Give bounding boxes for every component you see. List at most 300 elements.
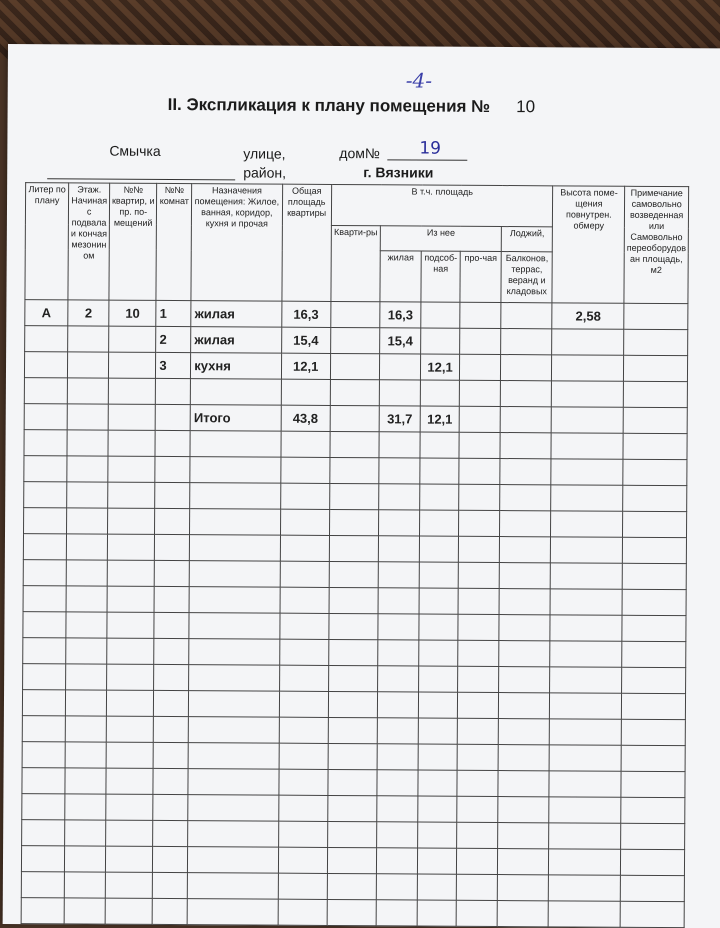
cell-apt <box>108 404 155 430</box>
empty-cell <box>499 641 551 667</box>
empty-cell <box>66 560 107 586</box>
cell-aux: 12,1 <box>420 406 459 432</box>
cell-living: 16,3 <box>380 302 421 328</box>
cell-other <box>460 328 501 354</box>
empty-cell <box>66 612 107 638</box>
empty-cell <box>456 874 497 900</box>
empty-cell <box>65 820 106 846</box>
empty-cell <box>419 666 458 692</box>
empty-cell <box>153 820 188 846</box>
empty-cell <box>279 743 328 769</box>
empty-cell <box>155 456 190 482</box>
empty-cell <box>66 534 107 560</box>
cell-floor <box>67 404 108 430</box>
title-text: II. Экспликация к плану помещения № <box>167 94 491 116</box>
empty-cell <box>106 794 153 820</box>
empty-cell <box>107 586 154 612</box>
cell-total <box>281 379 330 405</box>
header-purpose: Назначения помещения: Жилое, ванная, коридор, кухня и прочая <box>191 184 282 302</box>
empty-cell <box>24 430 67 456</box>
empty-cell <box>280 483 329 509</box>
empty-cell <box>189 561 279 588</box>
empty-cell <box>549 875 621 901</box>
header-liter: Литер по плану <box>25 183 69 300</box>
empty-cell <box>620 901 684 927</box>
cell-height <box>552 329 624 355</box>
empty-cell <box>155 560 190 586</box>
empty-cell <box>67 482 108 508</box>
house-number: 19 <box>419 138 442 159</box>
empty-cell <box>551 485 623 511</box>
cell-purpose <box>191 379 281 406</box>
empty-cell <box>105 872 152 898</box>
empty-cell <box>379 510 420 536</box>
empty-cell <box>190 483 280 510</box>
table-body <box>21 300 688 928</box>
empty-cell <box>280 509 329 535</box>
empty-cell <box>189 639 279 666</box>
empty-cell <box>377 770 418 796</box>
empty-cell <box>417 900 456 926</box>
empty-row <box>24 508 687 538</box>
empty-cell <box>498 797 550 823</box>
empty-cell <box>154 664 189 690</box>
empty-cell <box>329 509 378 535</box>
empty-cell <box>551 511 623 537</box>
header-living: жилая <box>380 251 421 302</box>
cell-aux: 12,1 <box>421 354 460 380</box>
cell-apartments <box>331 301 380 327</box>
cell-purpose: кухня <box>191 353 281 380</box>
empty-cell <box>549 823 621 849</box>
empty-cell <box>329 613 378 639</box>
cell-note <box>624 355 688 381</box>
cell-note <box>624 303 688 329</box>
empty-cell <box>456 900 497 926</box>
empty-cell <box>551 537 623 563</box>
empty-cell <box>377 692 418 718</box>
empty-cell <box>155 508 190 534</box>
empty-cell <box>23 586 66 612</box>
cell-height <box>552 355 624 381</box>
empty-cell <box>550 667 622 693</box>
empty-cell <box>154 638 189 664</box>
street-label: улице, <box>243 145 286 162</box>
empty-cell <box>623 459 687 485</box>
empty-cell <box>550 641 622 667</box>
empty-cell <box>280 535 329 561</box>
empty-cell <box>419 640 458 666</box>
empty-cell <box>458 614 499 640</box>
header-balconies: Балконов, террас, веранд и кладовых <box>501 252 553 303</box>
empty-cell <box>190 431 280 458</box>
empty-row <box>24 456 687 486</box>
empty-cell <box>457 718 498 744</box>
empty-cell <box>190 509 280 536</box>
cell-floor <box>67 378 108 404</box>
header-other: про-чая <box>460 251 501 302</box>
cell-room: 1 <box>156 300 191 326</box>
header-apartments: Кварти-ры <box>331 225 381 301</box>
cell-total: 43,8 <box>281 405 330 431</box>
empty-cell <box>190 457 280 484</box>
empty-cell <box>327 873 376 899</box>
header-note: Примечание самовольно возведенная или Самовольно переоборудов ан площадь, м2 <box>624 186 688 303</box>
cell-total: 12,1 <box>281 353 330 379</box>
empty-cell <box>419 588 458 614</box>
empty-cell <box>327 847 376 873</box>
empty-cell <box>188 795 278 822</box>
empty-cell <box>108 482 155 508</box>
empty-cell <box>23 534 66 560</box>
empty-cell <box>457 692 498 718</box>
empty-cell <box>549 771 621 797</box>
empty-cell <box>621 875 685 901</box>
empty-cell <box>417 874 456 900</box>
empty-cell <box>105 898 152 924</box>
empty-cell <box>622 615 686 641</box>
empty-row <box>22 820 685 850</box>
empty-cell <box>66 664 107 690</box>
empty-cell <box>551 459 623 485</box>
empty-cell <box>278 769 327 795</box>
empty-cell <box>67 508 108 534</box>
empty-cell <box>278 821 327 847</box>
cell-liter <box>25 326 68 352</box>
empty-cell <box>327 821 376 847</box>
empty-cell <box>328 795 377 821</box>
empty-cell <box>500 459 552 485</box>
empty-cell <box>378 666 419 692</box>
cell-floor <box>68 326 109 352</box>
empty-cell <box>378 614 419 640</box>
cell-balcony <box>500 407 552 433</box>
empty-cell <box>22 794 65 820</box>
empty-cell <box>419 562 458 588</box>
cell-room <box>156 378 191 404</box>
cell-room: 3 <box>156 352 191 378</box>
cell-other <box>460 354 501 380</box>
cell-room: 2 <box>156 326 191 352</box>
empty-cell <box>623 485 687 511</box>
empty-cell <box>66 586 107 612</box>
empty-cell <box>498 719 550 745</box>
empty-cell <box>498 849 550 875</box>
empty-cell <box>622 589 686 615</box>
empty-cell <box>376 874 417 900</box>
empty-cell <box>458 640 499 666</box>
empty-cell <box>108 508 155 534</box>
cell-apartments <box>330 405 379 431</box>
empty-cell <box>107 690 154 716</box>
empty-cell <box>378 640 419 666</box>
empty-cell <box>22 820 65 846</box>
empty-row <box>21 872 684 902</box>
cell-liter <box>24 404 67 430</box>
empty-cell <box>499 563 551 589</box>
empty-cell <box>550 745 622 771</box>
cell-living: 31,7 <box>379 406 420 432</box>
cell-note <box>624 329 688 355</box>
street-name: Смычка <box>109 142 161 159</box>
empty-cell <box>623 537 687 563</box>
cell-apt <box>108 378 155 404</box>
empty-cell <box>623 433 687 459</box>
empty-cell <box>22 716 65 742</box>
empty-cell <box>419 614 458 640</box>
cell-purpose: Итого <box>190 405 280 432</box>
district-label: район, <box>243 164 287 181</box>
house-underline <box>387 159 467 160</box>
empty-cell <box>621 849 685 875</box>
empty-cell <box>155 534 190 560</box>
empty-cell <box>418 796 457 822</box>
empty-cell <box>280 587 329 613</box>
empty-cell <box>420 432 459 458</box>
cell-living <box>379 380 420 406</box>
cell-liter: А <box>25 300 68 326</box>
empty-cell <box>459 484 500 510</box>
empty-cell <box>499 667 551 693</box>
empty-cell <box>107 638 154 664</box>
cell-aux <box>421 328 460 354</box>
cell-note <box>623 407 687 433</box>
empty-cell <box>279 665 328 691</box>
cell-aux <box>420 380 459 406</box>
empty-cell <box>458 666 499 692</box>
empty-cell <box>549 797 621 823</box>
header-floor: Этаж. Начиная с подвала и кончая мезонин ом <box>68 183 110 300</box>
cell-liter <box>24 378 67 404</box>
empty-cell <box>189 613 279 640</box>
house-label: дом№ <box>339 145 380 162</box>
empty-cell <box>153 742 188 768</box>
empty-cell <box>329 535 378 561</box>
empty-cell <box>551 563 623 589</box>
empty-row <box>23 664 686 694</box>
empty-cell <box>189 691 279 718</box>
cell-room <box>155 404 190 430</box>
empty-cell <box>457 744 498 770</box>
empty-cell <box>107 560 154 586</box>
empty-row <box>23 534 686 564</box>
empty-cell <box>279 639 328 665</box>
empty-cell <box>499 537 551 563</box>
empty-cell <box>549 901 621 927</box>
cell-total: 15,4 <box>281 327 330 353</box>
empty-cell <box>550 719 622 745</box>
empty-row <box>22 742 685 772</box>
empty-cell <box>500 433 552 459</box>
empty-cell <box>155 430 190 456</box>
empty-cell <box>154 690 189 716</box>
empty-cell <box>65 768 106 794</box>
empty-cell <box>549 849 621 875</box>
empty-cell <box>458 588 499 614</box>
empty-cell <box>66 638 107 664</box>
empty-cell <box>280 457 329 483</box>
empty-cell <box>328 743 377 769</box>
empty-cell <box>21 846 64 872</box>
empty-cell <box>154 612 189 638</box>
city-name: г. Вязники <box>363 164 434 181</box>
empty-cell <box>621 745 685 771</box>
empty-cell <box>418 718 457 744</box>
empty-cell <box>106 768 153 794</box>
cell-height <box>552 407 624 433</box>
empty-cell <box>550 693 622 719</box>
page-title <box>168 95 536 117</box>
empty-cell <box>379 432 420 458</box>
empty-cell <box>281 431 330 457</box>
empty-cell <box>108 430 155 456</box>
empty-cell <box>278 873 327 899</box>
empty-cell <box>279 691 328 717</box>
empty-cell <box>459 510 500 536</box>
cell-height: 2,58 <box>552 303 624 329</box>
empty-row <box>24 482 687 512</box>
empty-cell <box>107 534 154 560</box>
empty-cell <box>420 484 459 510</box>
empty-cell <box>189 665 279 692</box>
empty-cell <box>328 665 377 691</box>
empty-cell <box>457 822 498 848</box>
empty-cell <box>24 482 67 508</box>
empty-cell <box>64 898 105 924</box>
empty-cell <box>65 690 106 716</box>
table-row <box>24 352 687 382</box>
empty-cell <box>551 433 623 459</box>
empty-cell <box>188 873 278 900</box>
empty-cell <box>106 716 153 742</box>
empty-cell <box>621 823 685 849</box>
cell-balcony <box>500 381 552 407</box>
cell-other <box>459 380 500 406</box>
empty-row <box>23 586 686 616</box>
empty-cell <box>106 742 153 768</box>
empty-cell <box>155 482 190 508</box>
empty-cell <box>23 664 66 690</box>
empty-cell <box>188 769 278 796</box>
empty-cell <box>107 664 154 690</box>
empty-cell <box>621 797 685 823</box>
empty-cell <box>330 457 379 483</box>
empty-cell <box>328 769 377 795</box>
empty-cell <box>621 771 685 797</box>
empty-cell <box>106 846 153 872</box>
empty-cell <box>280 561 329 587</box>
cell-apartments <box>330 379 379 405</box>
empty-cell <box>377 718 418 744</box>
empty-cell <box>376 848 417 874</box>
cell-floor <box>68 352 109 378</box>
empty-cell <box>377 822 418 848</box>
cell-balcony <box>501 329 553 355</box>
empty-cell <box>187 899 277 926</box>
empty-cell <box>378 536 419 562</box>
empty-cell <box>153 872 188 898</box>
empty-cell <box>418 744 457 770</box>
empty-cell <box>499 615 551 641</box>
empty-cell <box>376 900 417 926</box>
empty-cell <box>550 615 622 641</box>
empty-cell <box>498 693 550 719</box>
header-incl-area: В т.ч. площадь <box>331 184 553 226</box>
empty-cell <box>622 563 686 589</box>
empty-cell <box>22 742 65 768</box>
cell-aux <box>421 302 460 328</box>
empty-cell <box>623 511 687 537</box>
empty-row <box>21 898 684 928</box>
empty-cell <box>457 796 498 822</box>
empty-cell <box>65 846 106 872</box>
empty-cell <box>328 717 377 743</box>
empty-cell <box>188 717 278 744</box>
empty-cell <box>278 795 327 821</box>
empty-row <box>22 716 685 746</box>
table-row <box>24 378 687 408</box>
empty-row <box>22 690 685 720</box>
empty-cell <box>459 432 500 458</box>
empty-cell <box>23 638 66 664</box>
empty-cell <box>622 719 686 745</box>
header-total-area: Общая площадь квартиры <box>281 184 331 301</box>
header-loggias: Лоджий, <box>501 227 552 252</box>
empty-cell <box>153 846 188 872</box>
empty-cell <box>330 431 379 457</box>
empty-cell <box>152 898 187 924</box>
table-row <box>25 300 688 330</box>
header-height: Высота поме-щения повнутрен. обмеру <box>552 186 625 303</box>
empty-cell <box>329 483 378 509</box>
empty-cell <box>65 742 106 768</box>
empty-cell <box>154 586 189 612</box>
empty-cell <box>377 796 418 822</box>
cell-liter <box>24 352 67 378</box>
empty-row <box>23 638 686 668</box>
empty-cell <box>153 768 188 794</box>
empty-cell <box>279 613 328 639</box>
cell-apt <box>109 326 156 352</box>
empty-cell <box>498 745 550 771</box>
header-apartment: №№ квартир, и пр. по- мещений <box>109 183 157 300</box>
empty-row <box>21 846 684 876</box>
empty-cell <box>622 667 686 693</box>
empty-cell <box>458 536 499 562</box>
empty-cell <box>24 508 67 534</box>
empty-cell <box>379 484 420 510</box>
empty-cell <box>189 587 279 614</box>
empty-cell <box>497 875 549 901</box>
empty-cell <box>418 692 457 718</box>
header-auxiliary: подсоб-ная <box>421 251 460 302</box>
empty-cell <box>499 589 551 615</box>
empty-cell <box>550 589 622 615</box>
empty-row <box>22 794 685 824</box>
title-number: 10 <box>516 97 536 117</box>
empty-cell <box>457 770 498 796</box>
empty-cell <box>106 820 153 846</box>
cell-balcony <box>501 303 553 329</box>
empty-cell <box>65 716 106 742</box>
empty-cell <box>21 898 64 924</box>
empty-cell <box>497 901 549 927</box>
empty-row <box>22 768 685 798</box>
empty-cell <box>419 536 458 562</box>
empty-row <box>23 560 686 590</box>
empty-cell <box>378 562 419 588</box>
empty-cell <box>23 612 66 638</box>
